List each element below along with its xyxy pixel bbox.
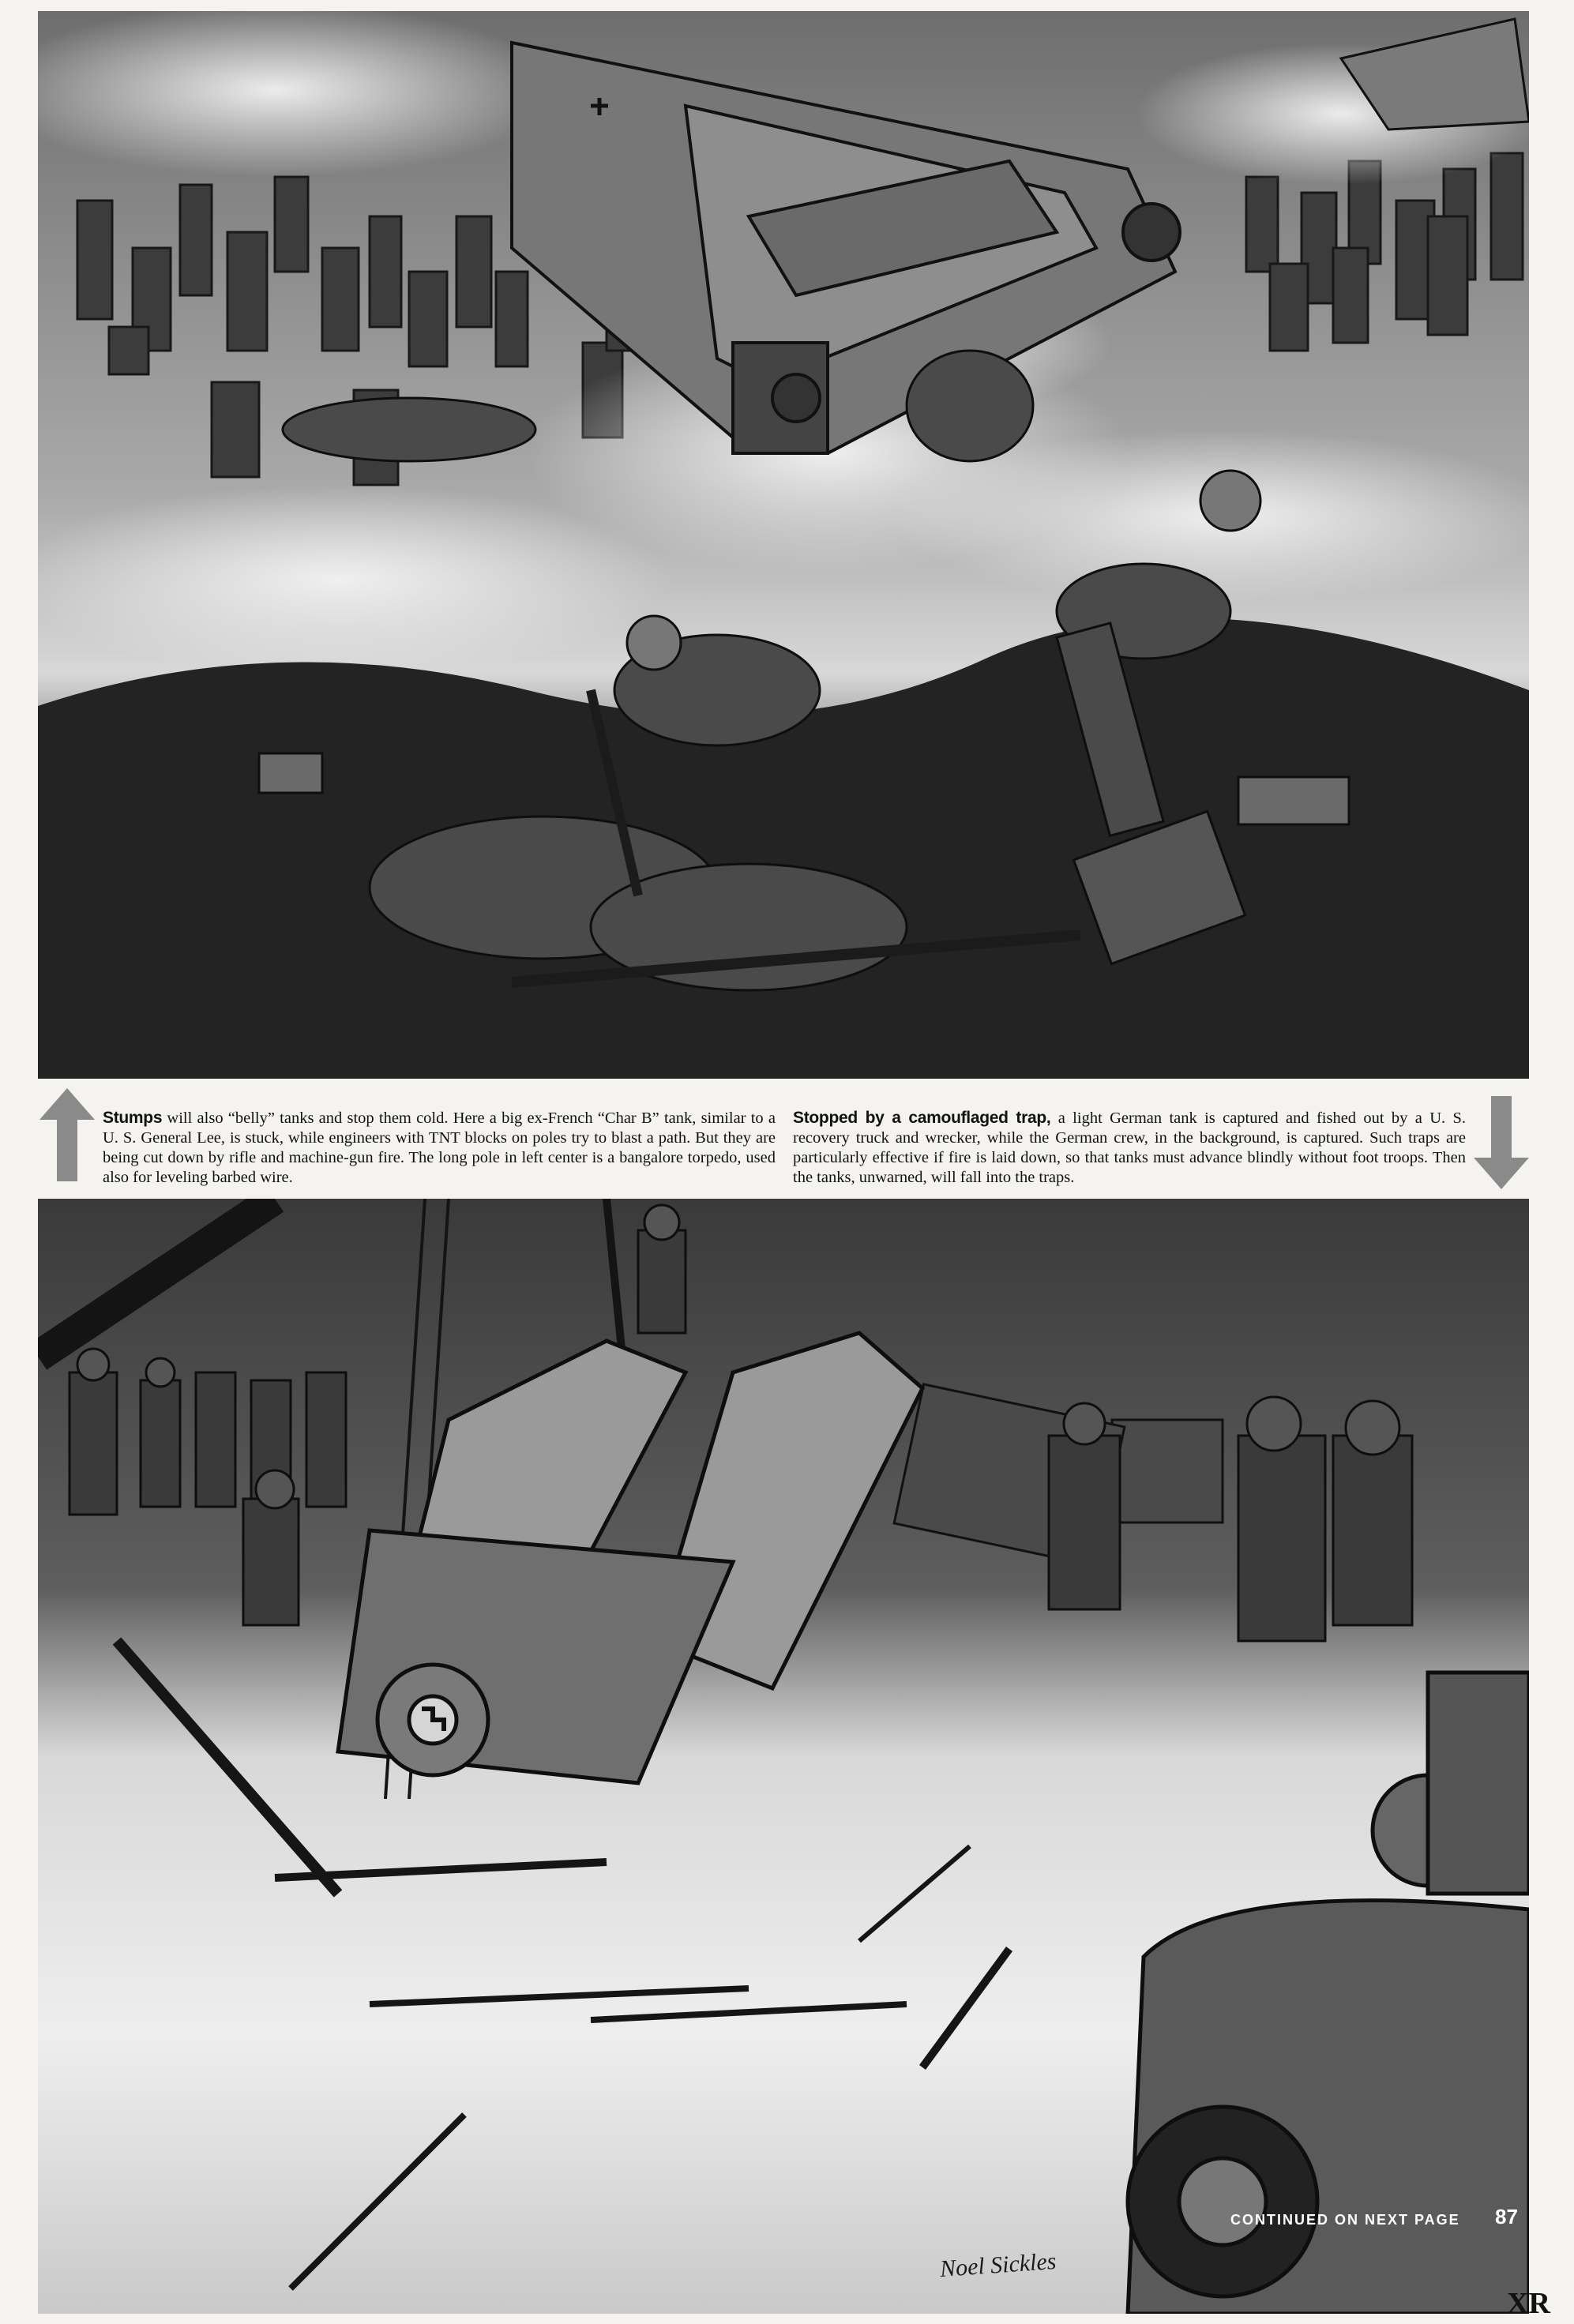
arrow-down-icon (1474, 1096, 1529, 1189)
watermark: XR (1507, 2287, 1550, 2320)
caption-stumps-lead: Stumps (103, 1108, 163, 1127)
continued-on-next-page[interactable]: CONTINUED ON NEXT PAGE (1230, 2212, 1460, 2228)
caption-trap-body: a light German tank is captured and fished out by a U. S. recovery truck and wrecker, while the German crew, in the background, is captured. Such traps are particularly effective if fire is laid down, so that tanks must advance blindly without foot troops. Then the tanks, unwarned, will fall into the traps. (793, 1109, 1466, 1186)
tank-trap-drawing (38, 1199, 1529, 2314)
page-number: 87 (1495, 2205, 1518, 2228)
illustration-tank-stuck-on-stumps (38, 11, 1529, 1079)
caption-trap-lead: Stopped by a camouflaged trap, (793, 1108, 1051, 1127)
illustration-tank-in-trap (38, 1199, 1529, 2314)
caption-stumps (103, 1108, 776, 1188)
caption-row (38, 1088, 1529, 1189)
caption-camouflaged-trap (793, 1108, 1466, 1188)
caption-stumps-body: will also “belly” tanks and stop them cold. Here a big ex-French “Char B” tank, similar to a U. S. General Lee, is stuck, while engineers with TNT blocks on poles try to blast a path. But they are being cut down by rifle and machine-gun fire. The long pole in left center is a bangalore torpedo, used also for leveling barbed wire. (103, 1109, 776, 1186)
arrow-up-icon (39, 1088, 95, 1181)
artist-signature: Noel Sickles (938, 2247, 1057, 2283)
tank-stumps-drawing (38, 11, 1529, 1079)
